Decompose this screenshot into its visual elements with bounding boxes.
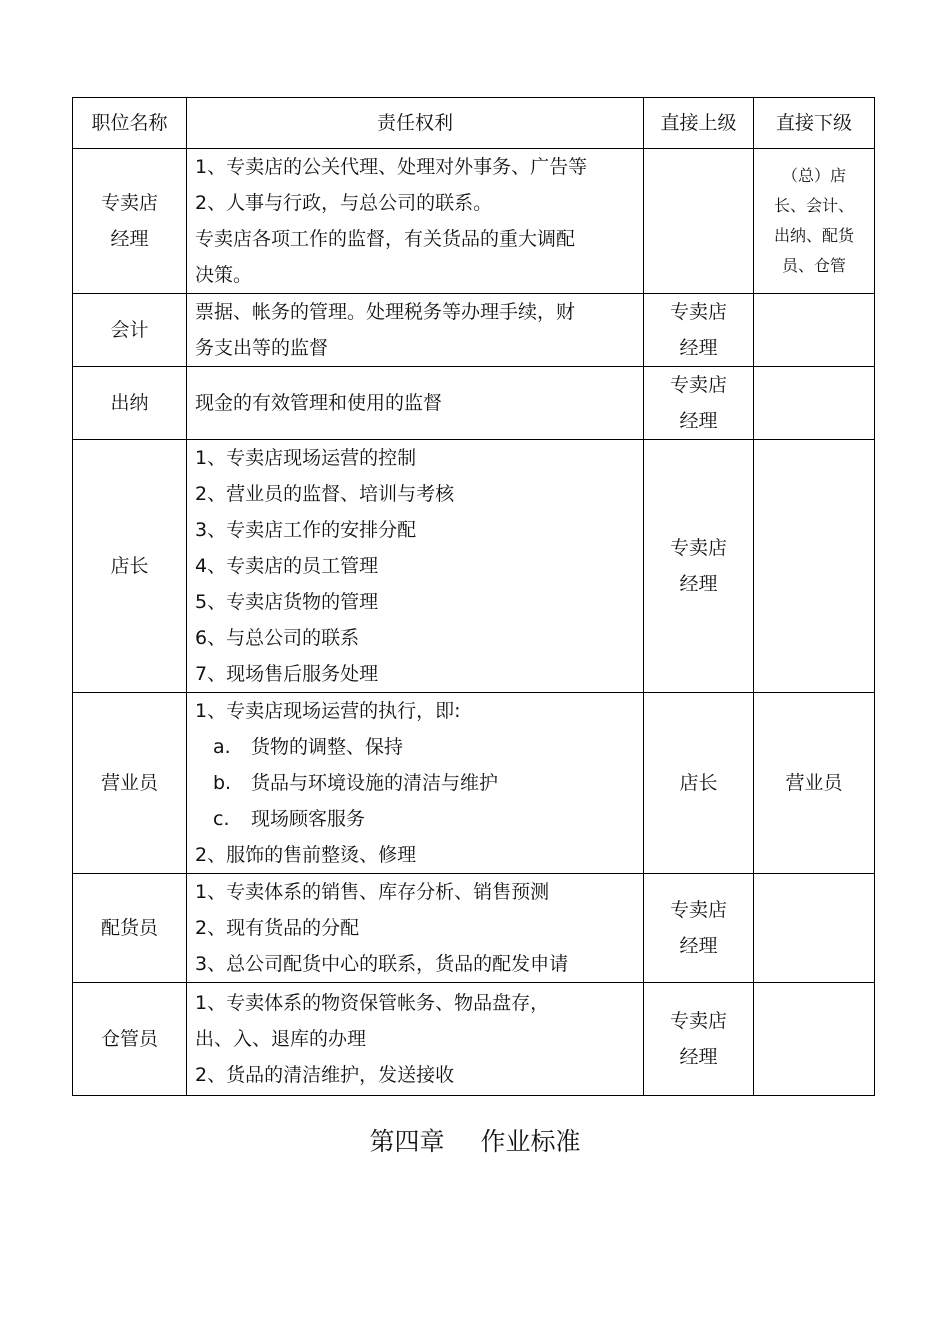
position-line: 专卖店 (100, 192, 158, 214)
table-header-row (73, 98, 875, 149)
duty-line: 专卖店各项工作的监督，有关货品的重大调配 (195, 228, 576, 250)
duty-sub-text: 现场顾客服务 (251, 808, 366, 830)
chapter-title: 作业标准 (480, 1127, 581, 1156)
superior-cell (644, 294, 754, 367)
position-cell: 营业员 (73, 693, 187, 874)
superior-cell (644, 367, 754, 440)
duty-sub-line (195, 801, 635, 837)
subordinate-cell (754, 874, 875, 983)
duties-cell (187, 983, 644, 1096)
duty-line: 决策。 (195, 264, 253, 286)
duty-sub-text: 货物的调整、保持 (251, 736, 404, 758)
subordinate-cell (754, 440, 875, 693)
duty-line: 2、服饰的售前整烫、修理 (195, 844, 417, 866)
superior-line: 专卖店 (669, 374, 727, 396)
duty-line: 5、专卖店货物的管理 (195, 591, 379, 613)
header-superior: 直接上级 (644, 98, 754, 149)
superior-cell: 店长 (644, 693, 754, 874)
duty-line: 2、人事与行政，与总公司的联系。 (195, 192, 493, 214)
header-position: 职位名称 (73, 98, 187, 149)
duty-sub-line (195, 729, 635, 765)
chapter-number: 第四章 (369, 1127, 445, 1156)
superior-line: 专卖店 (669, 1010, 727, 1032)
position-cell: 出纳 (73, 367, 187, 440)
duty-line: 1、专卖店现场运营的控制 (195, 447, 417, 469)
duties-cell (187, 367, 644, 440)
duty-line: 票据、帐务的管理。处理税务等办理手续，财 (195, 301, 576, 323)
superior-line: 经理 (679, 337, 718, 359)
subordinate-line: 出纳、配货 (773, 226, 854, 245)
header-subordinate: 直接下级 (754, 98, 875, 149)
duty-sub-line (195, 765, 635, 801)
subordinate-cell: 营业员 (754, 693, 875, 874)
duty-line: 3、总公司配货中心的联系，货品的配发申请 (195, 953, 569, 975)
table-row (73, 693, 875, 874)
superior-cell (644, 983, 754, 1096)
duty-sub-text: 货品与环境设施的清洁与维护 (251, 772, 499, 794)
table-row (73, 294, 875, 367)
chapter-heading (0, 1122, 950, 1158)
table-row (73, 983, 875, 1096)
superior-line: 经理 (679, 935, 718, 957)
superior-line: 专卖店 (669, 899, 727, 921)
subordinate-line: 长、会计、 (773, 196, 854, 215)
header-duties: 责任权利 (187, 98, 644, 149)
position-cell (73, 149, 187, 294)
duties-cell (187, 149, 644, 294)
duties-cell (187, 693, 644, 874)
duty-line: 2、货品的清洁维护，发送接收 (195, 1064, 455, 1086)
superior-line: 经理 (679, 573, 718, 595)
subordinate-cell (754, 983, 875, 1096)
responsibility-table (72, 97, 875, 1096)
table-row (73, 149, 875, 294)
superior-cell (644, 874, 754, 983)
duty-line: 1、专卖店现场运营的执行，即: (195, 700, 461, 722)
duty-line: 1、专卖店的公关代理、处理对外事务、广告等 (195, 156, 588, 178)
duty-line: 1、专卖体系的销售、库存分析、销售预测 (195, 881, 550, 903)
duty-line: 2、现有货品的分配 (195, 917, 360, 939)
table-row (73, 874, 875, 983)
subordinate-cell (754, 294, 875, 367)
duty-line: 7、现场售后服务处理 (195, 663, 379, 685)
duties-cell (187, 294, 644, 367)
position-cell: 会计 (73, 294, 187, 367)
superior-line: 经理 (679, 1046, 718, 1068)
duty-line: 1、专卖体系的物资保管帐务、物品盘存， (195, 992, 550, 1014)
duties-cell (187, 874, 644, 983)
duty-line: 现金的有效管理和使用的监督 (195, 392, 443, 414)
superior-line: 专卖店 (669, 301, 727, 323)
subordinate-line: 员、仓管 (781, 256, 846, 275)
duty-sub-marker: c. (213, 808, 230, 830)
superior-cell (644, 440, 754, 693)
subordinate-line: （总）店 (781, 166, 846, 185)
superior-line: 经理 (679, 410, 718, 432)
position-cell: 仓管员 (73, 983, 187, 1096)
duty-line: 出、入、退库的办理 (195, 1028, 367, 1050)
subordinate-cell (754, 149, 875, 294)
subordinate-cell (754, 367, 875, 440)
duty-line: 6、与总公司的联系 (195, 627, 360, 649)
superior-line: 专卖店 (669, 537, 727, 559)
duty-line: 4、专卖店的员工管理 (195, 555, 379, 577)
superior-cell (644, 149, 754, 294)
duty-sub-marker: b. (213, 772, 232, 794)
duty-line: 3、专卖店工作的安排分配 (195, 519, 417, 541)
position-cell: 店长 (73, 440, 187, 693)
duty-sub-marker: a. (213, 736, 231, 758)
position-line: 经理 (110, 228, 149, 250)
duty-line: 务支出等的监督 (195, 337, 329, 359)
duties-cell (187, 440, 644, 693)
table-row (73, 367, 875, 440)
table-row (73, 440, 875, 693)
duty-line: 2、营业员的监督、培训与考核 (195, 483, 455, 505)
position-cell: 配货员 (73, 874, 187, 983)
